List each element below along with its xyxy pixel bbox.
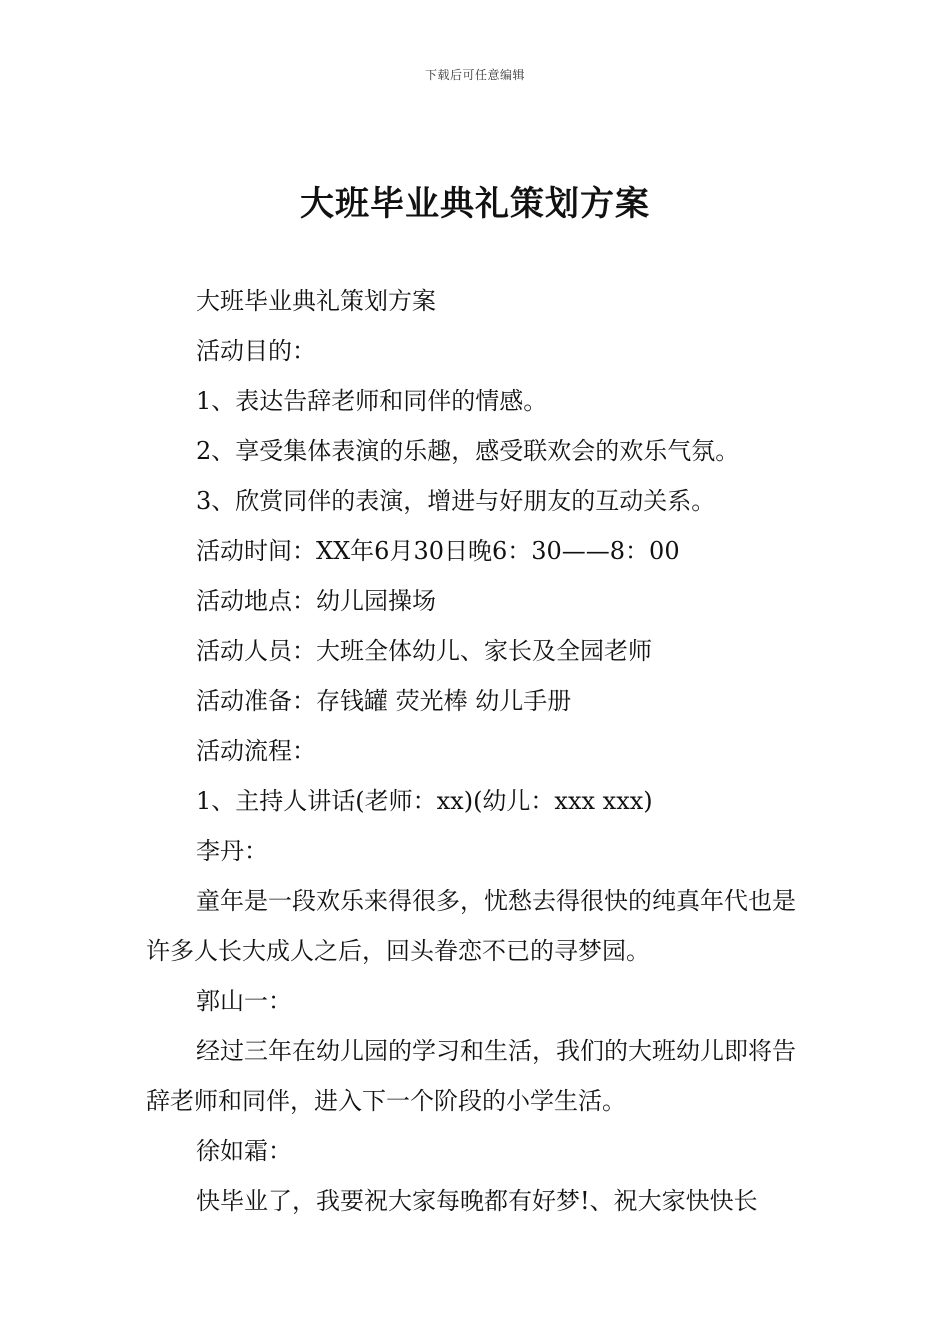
paragraph: 郭山一： (196, 987, 292, 1015)
document-body (146, 276, 811, 1226)
paragraph: 活动流程： (196, 737, 316, 765)
paragraph: 3、欣赏同伴的表演，增进与好朋友的互动关系。 (196, 487, 716, 515)
paragraph: 活动时间：XX年6月30日晚6：30——8：00 (196, 537, 680, 565)
paragraph: 活动目的： (196, 337, 316, 365)
paragraph: 1、主持人讲话(老师：xx)(幼儿：xxx xxx) (196, 787, 653, 815)
paragraph: 李丹： (196, 837, 268, 865)
paragraph: 活动人员：大班全体幼儿、家长及全园老师 (196, 637, 652, 665)
paragraph: 童年是一段欢乐来得很多，忧愁去得很快的纯真年代也是许多人长大成人之后，回头眷恋不已的寻梦园。 (146, 887, 796, 965)
paragraph: 活动准备：存钱罐 荧光棒 幼儿手册 (196, 687, 572, 715)
paragraph: 2、享受集体表演的乐趣，感受联欢会的欢乐气氛。 (196, 437, 740, 465)
paragraph: 1、表达告辞老师和同伴的情感。 (196, 387, 548, 415)
paragraph: 大班毕业典礼策划方案 (196, 287, 436, 315)
paragraph: 活动地点：幼儿园操场 (196, 587, 436, 615)
paragraph: 经过三年在幼儿园的学习和生活，我们的大班幼儿即将告辞老师和同伴，进入下一个阶段的小学生活。 (146, 1037, 796, 1115)
document-title: 大班毕业典礼策划方案 (300, 184, 650, 224)
paragraph: 快毕业了，我要祝大家每晚都有好梦!、祝大家快快长 (196, 1187, 758, 1215)
paragraph: 徐如霜： (196, 1137, 292, 1165)
header-note: 下载后可任意编辑 (424, 68, 525, 82)
